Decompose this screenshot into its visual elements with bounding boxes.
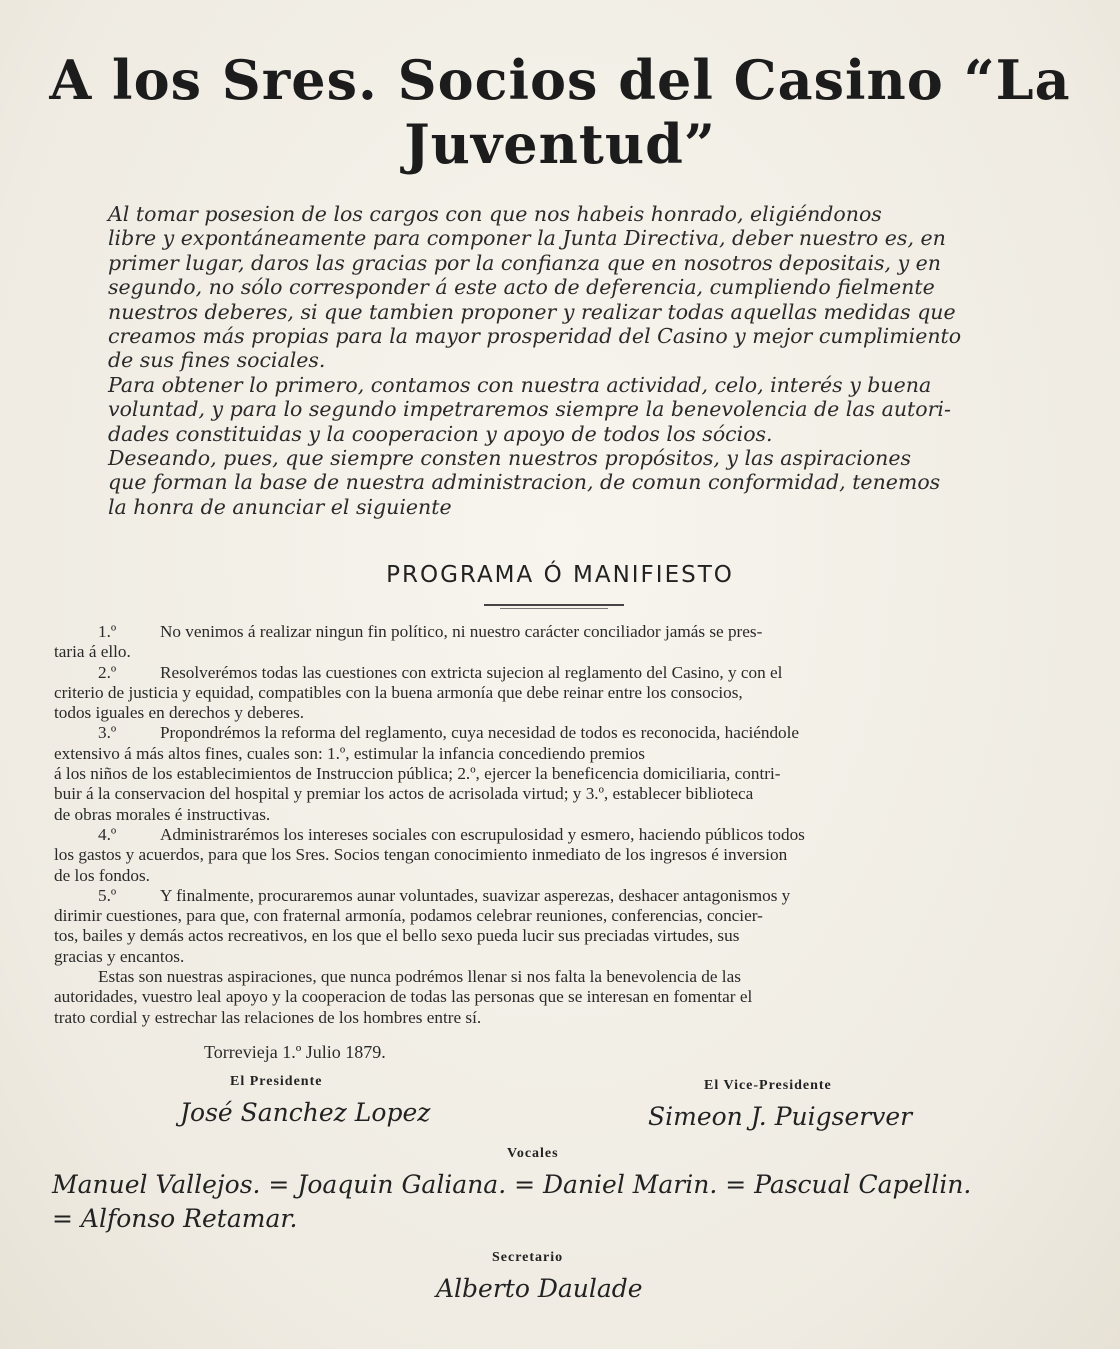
point-number: 2.º — [98, 662, 117, 682]
text-line — [54, 886, 1042, 906]
secretary-signature: Alberto Daulade — [436, 1274, 643, 1303]
text-line: gracias y encantos. — [54, 946, 185, 966]
text-line — [54, 622, 1042, 642]
intro-paragraph — [52, 446, 1048, 519]
point-number: 3.º — [98, 723, 117, 743]
text-line: Deseando, pues, que siempre consten nuestros propósitos, y las aspiraciones — [108, 446, 911, 471]
text-line: de obras morales é instructivas. — [54, 804, 271, 824]
text-line: taria á ello. — [54, 642, 131, 662]
vocales-signatures: = Alfonso Retamar. — [52, 1204, 298, 1233]
president-label: El Presidente — [230, 1074, 323, 1089]
point-text: No venimos á realizar ningun fin político, ni nuestro carácter conciliador jamás se pres- — [160, 622, 763, 641]
text-line: de sus fines sociales. — [108, 348, 326, 373]
text-line — [54, 825, 1042, 845]
title-divider — [484, 604, 624, 606]
text-line: extensivo á más altos fines, cuales son: 1.º, estimular la infancia concediendo premios — [54, 743, 645, 763]
point-number: 4.º — [98, 824, 117, 844]
text-line: autoridades, vuestro leal apoyo y la cooperacion de todas las personas que se interesan en fomentar el — [54, 987, 753, 1007]
vice-president-signature: Simeon J. Puigserver — [648, 1102, 913, 1131]
text-line: á los niños de los establecimientos de Instruccion pública; 2.º, ejercer la beneficencia domiciliaria, contri- — [54, 764, 781, 784]
text-line — [54, 723, 1042, 743]
president-signature: José Sanchez Lopez — [180, 1098, 431, 1127]
text-line: buir á la conservacion del hospital y premiar los actos de acrisolada virtud; y 3.º, establecer biblioteca — [54, 784, 754, 804]
point-text: Administrarémos los intereses sociales con escrupulosidad y esmero, haciendo públicos todos — [160, 824, 805, 844]
program-title: PROGRAMA Ó MANIFIESTO — [386, 562, 734, 588]
text-line: todos iguales en derechos y deberes. — [54, 703, 305, 723]
text-line: libre y expontáneamente para componer la Junta Directiva, deber nuestro es, en — [108, 226, 946, 251]
program-point — [54, 825, 1042, 886]
vocales-signatures: Manuel Vallejos. = Joaquin Galiana. = Daniel Marin. = Pascual Capellin. — [52, 1170, 972, 1199]
closing-paragraph — [54, 967, 1042, 1028]
text-line: de los fondos. — [54, 865, 150, 885]
text-line: Estas son nuestras aspiraciones, que nunca podrémos llenar si nos falta la benevolencia de las — [98, 967, 741, 987]
text-line: criterio de justicia y equidad, compatibles con la buena armonía que debe reinar entre los consocios, — [54, 682, 743, 702]
program-point — [54, 886, 1042, 967]
program-points — [54, 622, 1042, 1028]
secretary-label: Secretario — [492, 1250, 564, 1265]
text-line: Para obtener lo primero, contamos con nuestra actividad, celo, interés y buena — [108, 372, 932, 397]
title-divider — [500, 608, 608, 609]
text-line: voluntad, y para lo segundo impetraremos siempre la benevolencia de las autori- — [108, 397, 951, 422]
document-heading: A los Sres. Socios del Casino “La Juventud” — [49, 48, 1071, 176]
intro-paragraph — [52, 373, 1048, 446]
text-line: dirimir cuestiones, para que, con fraternal armonía, podamos celebrar reuniones, conferencias, concier- — [54, 906, 763, 926]
text-line: dades constituidas y la cooperacion y apoyo de todos los sócios. — [108, 421, 773, 446]
program-point — [54, 663, 1042, 724]
text-line: los gastos y acuerdos, para que los Sres. Socios tengan conocimiento inmediato de los ingresos é inversion — [54, 845, 788, 865]
text-line: que forman la base de nuestra administracion, de comun conformidad, tenemos — [108, 470, 941, 495]
text-line: la honra de anunciar el siguiente — [108, 494, 452, 519]
text-line: nuestros deberes, si que tambien proponer y realizar todas aquellas medidas que — [108, 299, 956, 324]
text-line: primer lugar, daros las gracias por la confianza que en nosotros depositais, y en — [108, 250, 942, 275]
point-text: Y finalmente, procuraremos aunar voluntades, suavizar asperezas, deshacer antagonismos y — [160, 885, 791, 905]
text-line: creamos más propias para la mayor prosperidad del Casino y mejor cumplimiento — [108, 324, 962, 349]
vocales-label: Vocales — [507, 1146, 559, 1161]
program-point — [54, 723, 1042, 824]
point-text: Resolverémos todas las cuestiones con extricta sujecion al reglamento del Casino, y con el — [160, 662, 783, 682]
program-point — [54, 622, 1042, 663]
vice-president-label: El Vice-Presidente — [704, 1078, 832, 1093]
point-number: 5.º — [98, 885, 117, 905]
intro-paragraph — [52, 202, 1048, 373]
text-line: segundo, no sólo corresponder á este acto de deferencia, cumpliendo fielmente — [108, 275, 935, 300]
point-text: Propondrémos la reforma del reglamento, cuya necesidad de todos es reconocida, haciéndole — [160, 723, 800, 743]
intro-text — [52, 202, 1048, 519]
text-line: Al tomar posesion de los cargos con que nos habeis honrado, eligiéndonos — [108, 202, 882, 226]
point-number: 1.º — [98, 622, 117, 641]
document-date: Torrevieja 1.º Julio 1879. — [204, 1042, 386, 1062]
text-line — [54, 663, 1042, 683]
text-line: tos, bailes y demás actos recreativos, en los que el bello sexo pueda lucir sus preciadas virtudes, sus — [54, 926, 740, 946]
text-line: trato cordial y estrechar las relaciones de los hombres entre sí. — [54, 1007, 482, 1027]
